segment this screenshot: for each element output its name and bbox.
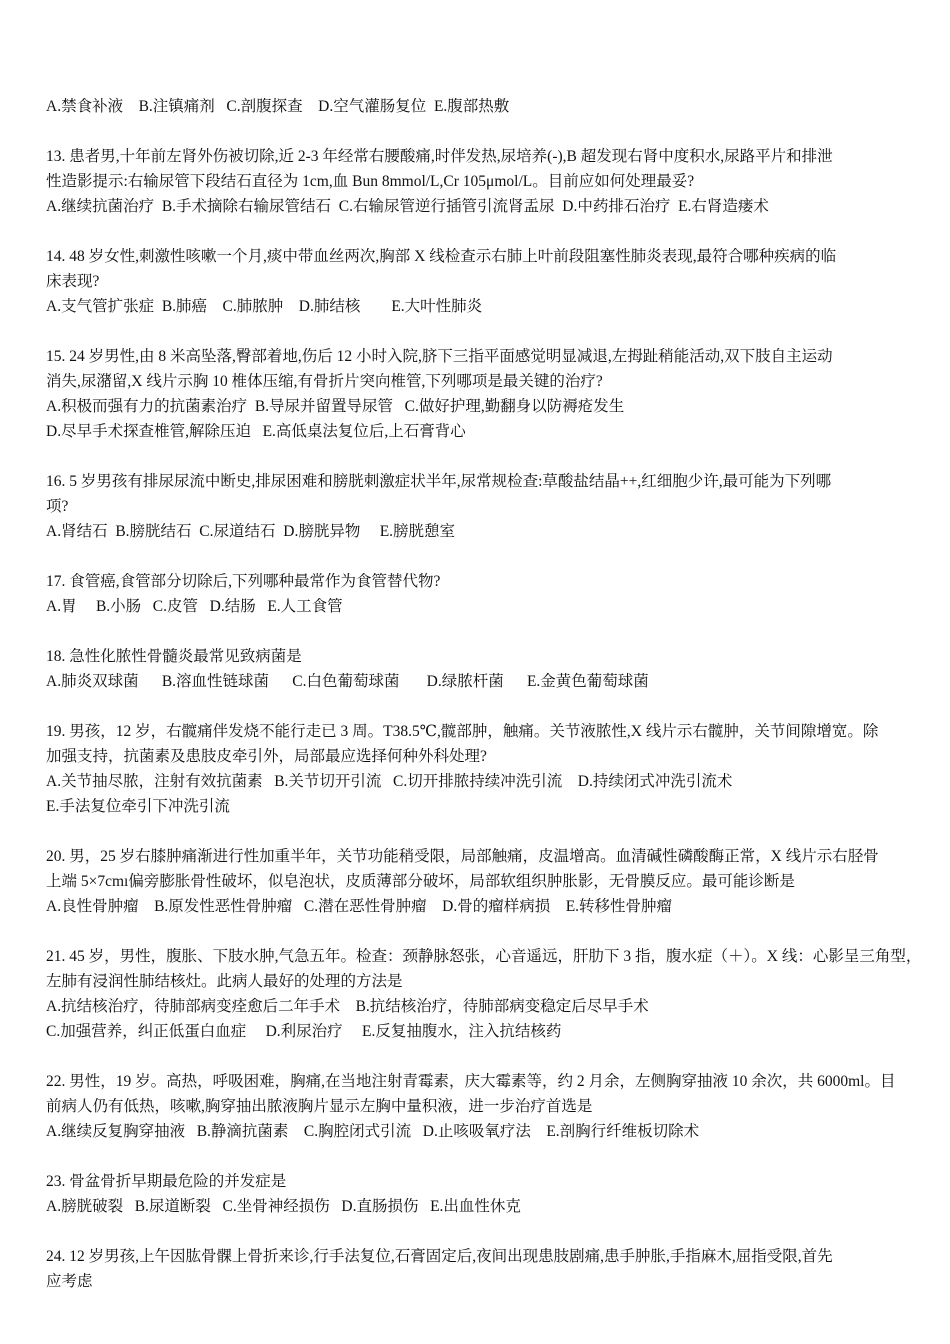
text-line: 22. 男性，19 岁。高热，呼吸困难，胸痛,在当地注射青霉素，庆大霉素等，约 2 月余，左侧胸穿抽液 10 余次，共 6000ml。目 bbox=[46, 1073, 896, 1090]
text-line: D.尽早手术探查椎管,解除压迫 E.高低桌法复位后,上石膏背心 bbox=[46, 423, 466, 440]
text-line: 19. 男孩，12 岁，右髋痛伴发烧不能行走已 3 周。T38.5℃,髋部肿，触痛。关节液脓性,X 线片示右髋肿，关节间隙增宽。除 bbox=[46, 723, 879, 740]
text-line: 15. 24 岁男性,由 8 米高坠落,臀部着地,伤后 12 小时入院,脐下三指平面感觉明显减退,左拇趾稍能活动,双下肢自主运动 bbox=[46, 348, 833, 365]
text-line: 前病人仍有低热，咳嗽,胸穿抽出脓液胸片显示左胸中量积液，进一步治疗首选是 bbox=[46, 1098, 593, 1115]
question-block bbox=[46, 344, 910, 444]
text-line: A.积极而强有力的抗菌素治疗 B.导尿并留置导尿管 C.做好护理,勤翻身以防褥疮发生 bbox=[46, 398, 625, 415]
text-line: A.良性骨肿瘤 B.原发性恶性骨肿瘤 C.潜在恶性骨肿瘤 D.骨的瘤样病损 E.转移性骨肿瘤 bbox=[46, 898, 673, 915]
question-block bbox=[46, 844, 910, 919]
question-block bbox=[46, 1244, 910, 1294]
question-block bbox=[46, 944, 922, 1044]
text-line: A.继续抗菌治疗 B.手术摘除右输尿管结石 C.右输尿管逆行插管引流肾盂尿 D.中药排石治疗 E.右肾造瘘术 bbox=[46, 198, 769, 215]
text-line: A.肺炎双球菌 B.溶血性链球菌 C.白色葡萄球菌 D.绿脓杆菌 E.金黄色葡萄球菌 bbox=[46, 673, 649, 690]
question-block bbox=[46, 719, 910, 819]
text-line: 项? bbox=[46, 498, 69, 515]
text-line: 上端 5×7cmı偏旁膨胀骨性破坏，似皂泡状，皮质薄部分破坏，局部软组织肿胀影，无骨膜反应。最可能诊断是 bbox=[46, 873, 795, 890]
text-line: 21. 45 岁，男性，腹胀、下肢水肿,气急五年。检查：颈静脉怒张，心音遥远，肝肋下 3 指，腹水症（＋）。X 线：心影呈三角型， bbox=[46, 948, 922, 965]
text-line: 23. 骨盆骨折早期最危险的并发症是 bbox=[46, 1173, 287, 1190]
text-line: 加强支持，抗菌素及患肢皮牵引外，局部最应选择何种外科处理? bbox=[46, 748, 487, 765]
question-block bbox=[46, 644, 910, 694]
text-line: C.加强营养，纠正低蛋白血症 D.利尿治疗 E.反复抽腹水，注入抗结核药 bbox=[46, 1023, 562, 1040]
question-block bbox=[46, 244, 910, 319]
text-line: A.胃 B.小肠 C.皮管 D.结肠 E.人工食管 bbox=[46, 598, 343, 615]
text-line: 20. 男，25 岁右膝肿痛渐进行性加重半年，关节功能稍受限，局部触痛，皮温增高。血清碱性磷酸酶正常，X 线片示右胫骨 bbox=[46, 848, 879, 865]
question-block bbox=[46, 1069, 910, 1144]
text-line: A.抗结核治疗，待肺部病变痊愈后二年手术 B.抗结核治疗，待肺部病变稳定后尽早手术 bbox=[46, 998, 649, 1015]
text-line: 应考虑 bbox=[46, 1273, 93, 1290]
text-line: A.继续反复胸穿抽液 B.静滴抗菌素 C.胸腔闭式引流 D.止咳吸氧疗法 E.剖胸行纤维板切除术 bbox=[46, 1123, 700, 1140]
text-line: 16. 5 岁男孩有排尿尿流中断史,排尿困难和膀胱刺激症状半年,尿常规检查:草酸盐结晶++,红细胞少许,最可能为下列哪 bbox=[46, 473, 832, 490]
text-line: E.手法复位牵引下冲洗引流 bbox=[46, 798, 230, 815]
question-block bbox=[46, 469, 910, 544]
text-line: A.关节抽尽脓，注射有效抗菌素 B.关节切开引流 C.切开排脓持续冲洗引流 D.持续闭式冲洗引流术 bbox=[46, 773, 733, 790]
question-block bbox=[46, 1169, 910, 1219]
text-line: 14. 48 岁女性,刺激性咳嗽一个月,痰中带血丝两次,胸部 X 线检查示右肺上叶前段阻塞性肺炎表现,最符合哪种疾病的临 bbox=[46, 248, 837, 265]
question-block bbox=[46, 144, 910, 219]
text-line: A.禁食补液 B.注镇痛剂 C.剖腹探查 D.空气灌肠复位 E.腹部热敷 bbox=[46, 98, 510, 115]
text-line: 性造影提示:右输尿管下段结石直径为 1cm,血 Bun 8mmol/L,Cr 105μmol/L。目前应如何处理最妥? bbox=[46, 173, 695, 190]
text-line: 24. 12 岁男孩,上午因肱骨髁上骨折来诊,行手法复位,石膏固定后,夜间出现患肢剧痛,患手肿胀,手指麻木,屈指受限,首先 bbox=[46, 1248, 833, 1265]
answer-options-block bbox=[46, 94, 910, 119]
text-line: 13. 患者男,十年前左肾外伤被切除,近 2-3 年经常右腰酸痛,时伴发热,尿培养(-),B 超发现右肾中度积水,尿路平片和排泄 bbox=[46, 148, 833, 165]
text-line: 床表现? bbox=[46, 273, 100, 290]
text-line: 17. 食管癌,食管部分切除后,下列哪种最常作为食管替代物? bbox=[46, 573, 441, 590]
text-line: 18. 急性化脓性骨髓炎最常见致病菌是 bbox=[46, 648, 302, 665]
question-block bbox=[46, 569, 910, 619]
text-line: A.膀胱破裂 B.尿道断裂 C.坐骨神经损伤 D.直肠损伤 E.出血性休克 bbox=[46, 1198, 521, 1215]
text-line: A.肾结石 B.膀胱结石 C.尿道结石 D.膀胱异物 E.膀胱憩室 bbox=[46, 523, 456, 540]
text-line: A.支气管扩张症 B.肺癌 C.肺脓肿 D.肺结核 E.大叶性肺炎 bbox=[46, 298, 483, 315]
text-line: 消失,尿潴留,X 线片示胸 10 椎体压缩,有骨折片突向椎管,下列哪项是最关键的治疗? bbox=[46, 373, 603, 390]
text-line: 左肺有浸润性肺结核灶。此病人最好的处理的方法是 bbox=[46, 973, 403, 990]
